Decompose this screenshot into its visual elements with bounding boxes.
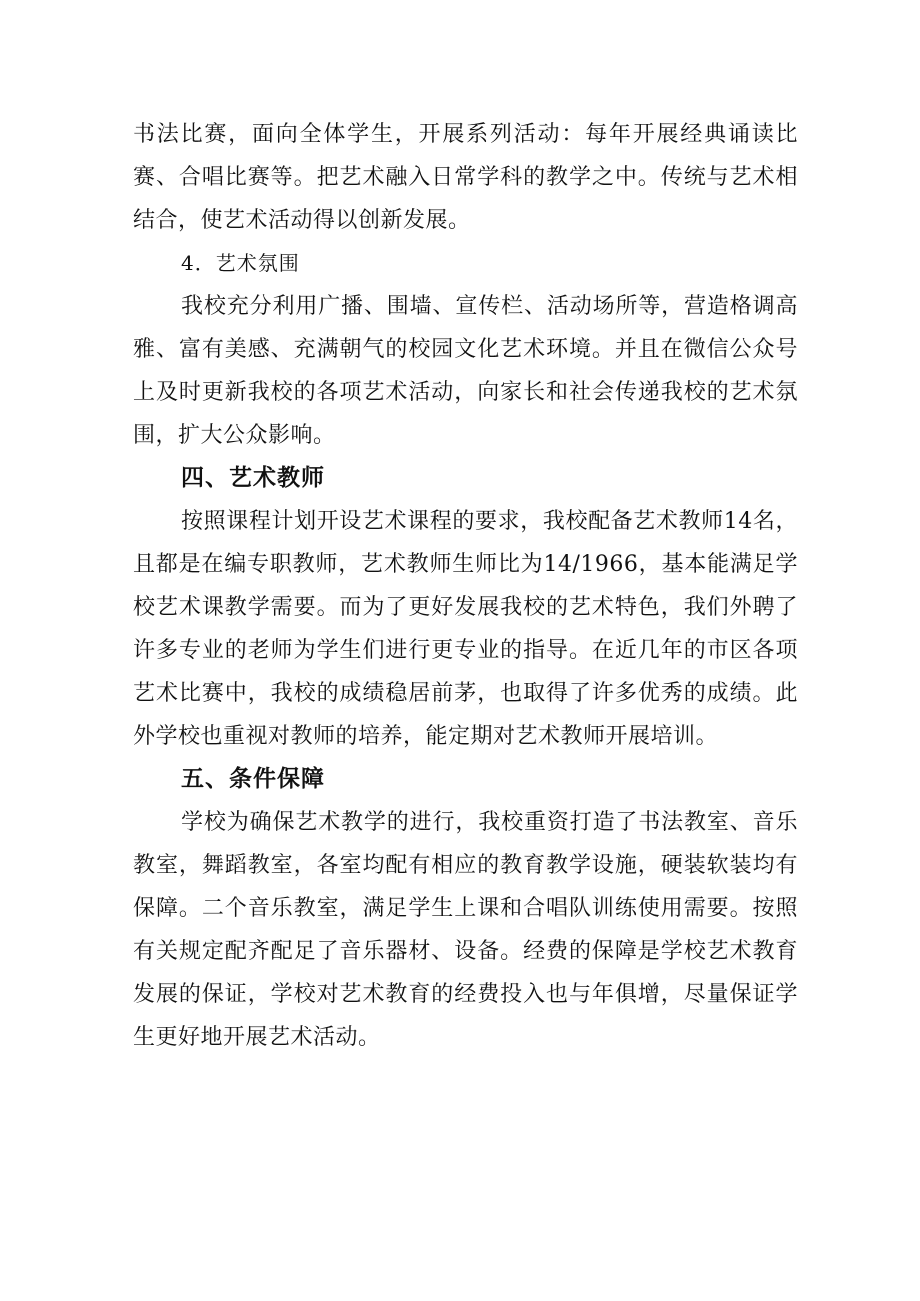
heading-art-teachers: 四、艺术教师 — [181, 465, 325, 491]
subheading-art-atmosphere: 4．艺术氛围 — [181, 251, 300, 275]
paragraph-art-atmosphere: 我校充分利用广播、围墙、宣传栏、活动场所等，营造格调高雅、富有美感、充满朝气的校园文化艺术环境。并且在微信公众号上及时更新我校的各项艺术活动，向家长和社会传递我校的艺术氛围，扩大公众影响。 — [133, 294, 798, 448]
heading-conditions: 五、条件保障 — [181, 766, 325, 792]
paragraph-art-teachers: 按照课程计划开设艺术课程的要求，我校配备艺术教师14名，且都是在编专职教师，艺术教师生师比为14/1966，基本能满足学校艺术课教学需要。而为了更好发展我校的艺术特色，我们外聘了许多专业的老师为学生们进行更专业的指导。在近几年的市区各项艺术比赛中，我校的成绩稳居前茅，也取得了许多优秀的成绩。此外学校也重视对教师的培养，能定期对艺术教师开展培训。 — [133, 509, 798, 749]
paragraph-conditions: 学校为确保艺术教学的进行，我校重资打造了书法教室、音乐教室，舞蹈教室，各室均配有相应的教育教学设施，硬装软装均有保障。二个音乐教室，满足学生上课和合唱队训练使用需要。按照有关规定配齐配足了音乐器材、设备。经费的保障是学校艺术教育发展的保证，学校对艺术教育的经费投入也与年俱增，尽量保证学生更好地开展艺术活动。 — [133, 810, 798, 1050]
paragraph-continued: 书法比赛，面向全体学生，开展系列活动：每年开展经典诵读比赛、合唱比赛等。把艺术融入日常学科的教学之中。传统与艺术相结合，使艺术活动得以创新发展。 — [133, 122, 798, 233]
document-body — [133, 113, 798, 1059]
